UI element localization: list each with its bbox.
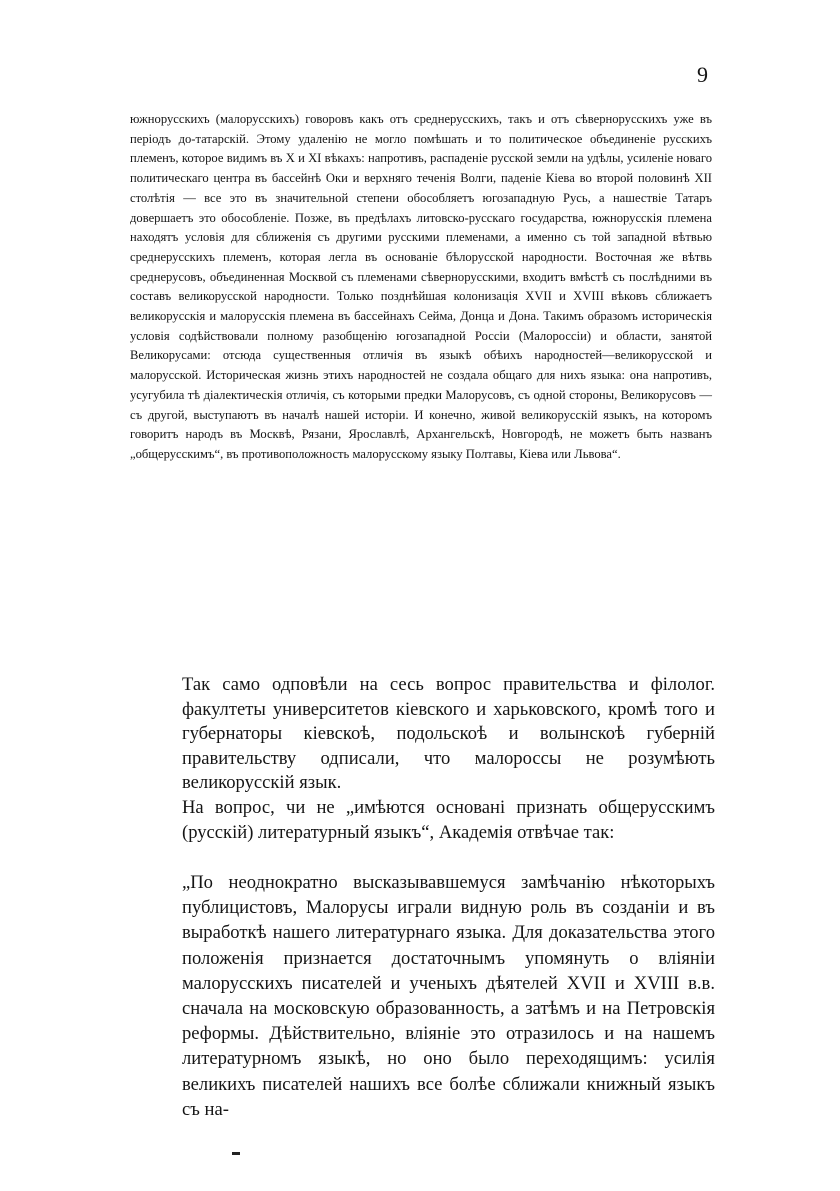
main-paragraph-1: Так само одповѣли на сесь вопрос правительства и філолог. факултеты университетов кіевского и харьковского, кромѣ того и губернаторы кіевскоѣ, подольскоѣ и волынскоѣ губерній правительству одписали, что малороссы не розумѣють великорусскій язык. — [182, 674, 715, 794]
quote-small-paragraph: южнорусскихъ (малорусскихъ) говоровъ какъ отъ среднерусскихъ, такъ и отъ сѣвернорусскихъ уже въ періодъ до-татарскій. Этому удаленію не могло помѣшать и то политическое объединеніе русскихъ племенъ, которое видимъ въ X и XI вѣкахъ: напротивъ, распаденіе русской земли на удѣлы, усиленіе новаго политическаго центра въ бассейнѣ Оки и верхняго теченія Волги, паденіе Кіева во второй половинѣ XII столѣтія — все это въ значительной степени обособляетъ югозападную Русь, а нашествіе Татаръ довершаетъ это обособленіе. Позже, въ предѣлахъ литовско-русскаго государства, южнорусскія племена находятъ условія для сближенія съ другими русскими племенами, а именно съ той западной вѣтвью среднерусскихъ племенъ, которая легла въ основаніе бѣлорусской народности. Восточная же вѣтвь среднерусовъ, объединенная Москвой съ племенами сѣвернорусскими, входитъ вмѣстѣ съ послѣдними въ составъ великорусской народности. Только позднѣйшая колонизація XVII и XVIII вѣковъ сближаетъ великорусскія и малорусскія племена въ бассейнахъ Сейма, Донца и Дона. Такимъ образомъ историческія условія содѣйствовали полному разобщенію югозападной Россіи (Малороссіи) и области, занятой Великорусами: отсюда существенныя отличія въ языкѣ обѣихъ народностей—великорусской и малорусской. Историческая жизнь этихъ народностей не создала общаго для нихъ языка: она напротивъ, усугубила тѣ діалектическія отличія, съ которыми предки Малорусовъ, съ одной стороны, Великорусовъ — съ другой, выступаютъ въ началѣ нашей исторіи. И конечно, живой великорусскій языкъ, на которомъ говоритъ народъ въ Москвѣ, Рязани, Ярославлѣ, Архангельскѣ, Новгородѣ, не можетъ быть названъ „общерусскимъ“, въ противоположность малорусскому языку Полтавы, Кіева или Львова“. — [130, 112, 712, 461]
quote-large-paragraph: „По неоднократно высказывавшемуся замѣчанію нѣкоторыхъ публицистовъ, Малорусы играли видную роль въ созданіи и въ выработкѣ нашего литературнаго языка. Для доказательства этого положенія признается достаточнымъ упомянуть о вліяніи малорусскихъ писателей и ученыхъ дѣятелей XVII и XVIII в.в. сначала на московскую образованность, а затѣмъ и на Петровскія реформы. Дѣйствительно, вліяніе это отразилось и на нашемъ литературномъ языкѣ, но оно было переходящимъ: усилія великихъ писателей нашихъ все болѣе сближали книжный языкъ съ на- — [182, 872, 715, 1120]
ink-mark — [232, 1152, 240, 1155]
main-paragraph-2: На вопрос, чи не „имѣются основані признать общерусскимъ (русскій) литературный языкъ“, Академія отвѣчае так: — [182, 797, 715, 843]
quote-small-block — [130, 110, 712, 465]
page-number: 9 — [697, 62, 708, 87]
